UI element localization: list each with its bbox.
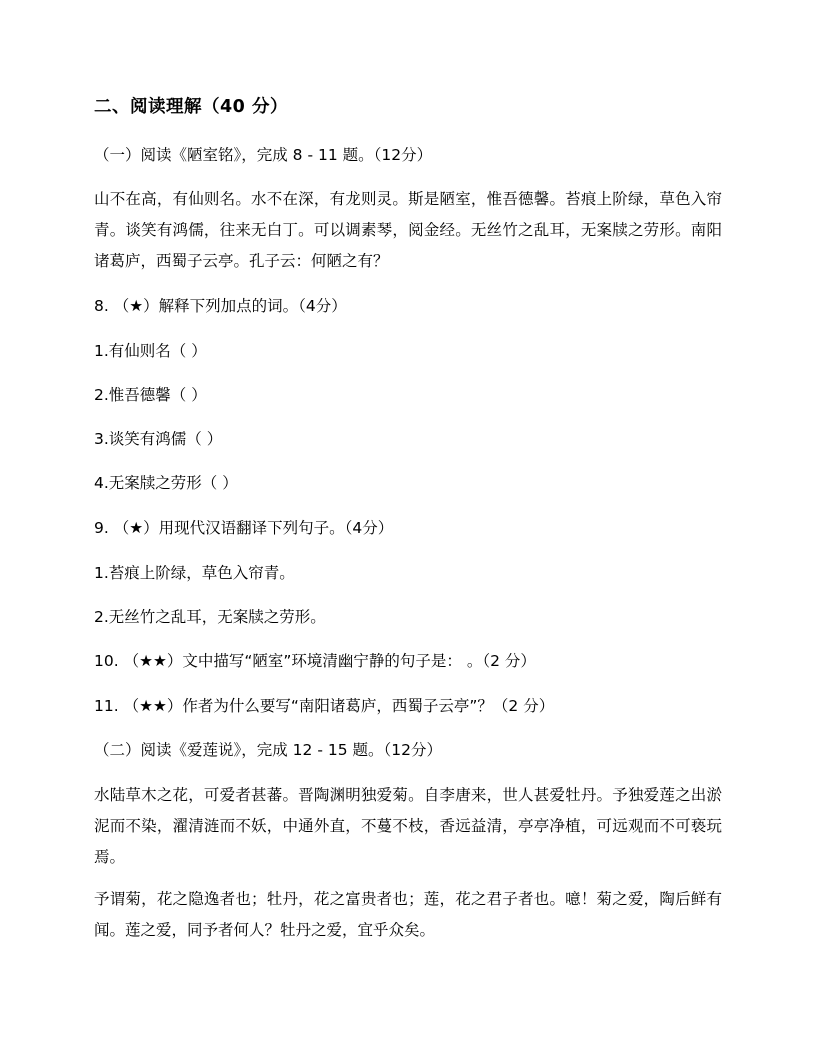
part2-title: （二）阅读《爱莲说》，完成 12 - 15 题。（12分）	[94, 741, 442, 759]
q9-item-2: 2.无丝竹之乱耳，无案牍之劳形。	[94, 608, 326, 626]
q9-stem: 9. （★）用现代汉语翻译下列句子。（4分）	[94, 519, 394, 537]
q9-item-1: 1.苔痕上阶绿，草色入帘青。	[94, 564, 295, 582]
q8-item-2: 2.惟吾德馨（ ）	[94, 386, 207, 404]
q8-item-4: 4.无案牍之劳形（ ）	[94, 474, 238, 492]
q10-stem: 10. （★★）文中描写“陋室”环境清幽宁静的句子是： 。（2 分）	[94, 652, 536, 670]
section-heading: 二、阅读理解（40 分）	[94, 97, 288, 117]
q11-stem: 11. （★★）作者为什么要写“南阳诸葛庐，西蜀子云亭”？（2 分）	[94, 697, 555, 715]
part2-passage-1: 水陆草木之花，可爱者甚蕃。晋陶渊明独爱菊。自李唐来，世人甚爱牡丹。予独爱莲之出淤泥而不染，濯清涟而不妖，中通外直，不蔓不枝，香远益清，亭亭净植，可远观而不可亵玩焉。	[94, 786, 722, 866]
q8-stem: 8. （★）解释下列加点的词。（4分）	[94, 297, 347, 315]
q8-item-1: 1.有仙则名（ ）	[94, 342, 207, 360]
q8-item-3: 3.谈笑有鸿儒（ ）	[94, 430, 223, 448]
part2-passage-2: 予谓菊，花之隐逸者也；牡丹，花之富贵者也；莲，花之君子者也。噫！菊之爱，陶后鲜有闻。莲之爱，同予者何人？牡丹之爱，宜乎众矣。	[94, 890, 722, 939]
part1-passage: 山不在高，有仙则名。水不在深，有龙则灵。斯是陋室，惟吾德馨。苔痕上阶绿，草色入帘青。谈笑有鸿儒，往来无白丁。可以调素琴，阅金经。无丝竹之乱耳，无案牍之劳形。南阳诸葛庐，西蜀子云亭。孔子云：何陋之有？	[94, 190, 722, 270]
part1-title: （一）阅读《陋室铭》，完成 8 - 11 题。（12分）	[94, 146, 433, 164]
